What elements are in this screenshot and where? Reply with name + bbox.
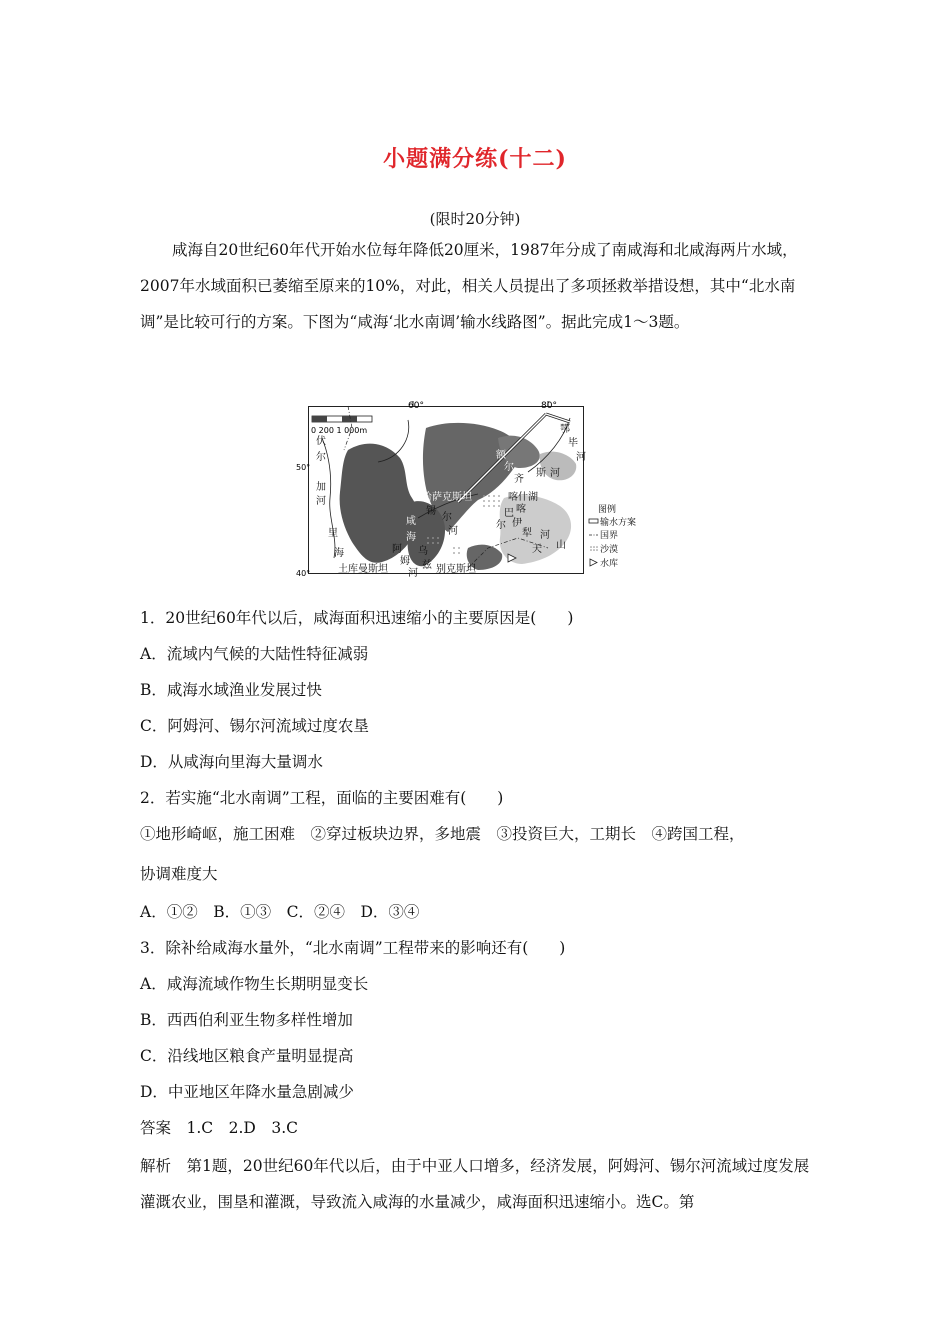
balkhash-3: 喀 [516,504,526,515]
volga-1: 伏 [316,436,326,447]
uzbek-2: 兹 [422,560,432,571]
q1-option-a: A．流域内气候的大陆性特征减弱 [140,645,369,663]
kazakhstan-label: 哈萨克斯坦 [422,492,472,503]
map-legend [589,503,636,569]
balkhash-2: 尔 [496,520,506,531]
q3-option-a: A．咸海流域作物生长期明显变长 [140,975,369,993]
irtysh-4: 斯 [536,468,546,479]
irtysh-2: 尔 [504,462,514,473]
lat-50: 50° [296,463,311,472]
syr-2: 尔 [442,512,452,523]
kashgar-label: 喀什湖 [508,492,538,503]
caspian-2: 海 [334,548,344,559]
legend-transfer: 输水方案 [600,518,637,528]
answer-key: 答案 1.C 2.D 3.C [140,1119,299,1137]
ob-3: 河 [576,452,586,463]
lon-60: 60° [408,401,424,411]
amu-3: 河 [408,568,418,579]
balkhash-1: 巴 [504,508,514,519]
q2-stem: 2．若实施“北水南调”工程，面临的主要困难有( ) [140,789,504,807]
analysis-text: 解析 第1题，20世纪60年代以后，由于中亚人口增多，经济发展，阿姆河、锡尔河流域过度发展灌溉农业，围垦和灌溉，导致流入咸海的水量减少，咸海面积迅速缩小。选C。第 [140,1157,810,1211]
lon-80: 80° [541,401,557,411]
q3-option-c: C．沿线地区粮食产量明显提高 [140,1047,354,1065]
caspian-1: 里 [328,528,338,539]
q1-stem: 1．20世纪60年代以后，咸海面积迅速缩小的主要原因是( ) [140,609,574,627]
amu-1: 阿 [392,544,402,555]
amu-2: 姆 [400,556,410,567]
tianshan-1: 天 [532,544,542,555]
scale-label: 0 200 1 000m [311,426,368,435]
q2-items: ①地形崎岖，施工困难 ②穿过板块边界，多地震 ③投资巨大，工期长 ④跨国工程， [140,825,745,843]
legend-reservoir: 水库 [600,559,619,569]
irtysh-1: 额 [496,450,506,461]
legend-title: 图例 [598,505,617,515]
uzbek-3: 别克斯坦 [436,564,476,575]
ob-1: 鄂 [560,424,570,435]
aral-sea-map [296,398,638,580]
aral-2: 海 [406,532,416,543]
irtysh-5: 河 [550,468,560,479]
q2-items-cont: 协调难度大 [140,865,218,883]
irtysh-3: 齐 [514,474,524,485]
q1-option-b: B．咸海水域渔业发展过快 [140,681,322,699]
legend-border: 国界 [600,531,619,541]
ob-2: 毕 [568,438,578,449]
q1-option-d: D．从咸海向里海大量调水 [140,753,323,771]
volga-3: 加 [316,482,326,493]
uzbek-1: 乌 [418,546,428,557]
page-title: 小题满分练(十二) [383,146,567,172]
legend-desert: 沙漠 [600,545,619,555]
volga-2: 尔 [316,452,326,463]
q2-answers: A．①② B．①③ C．②④ D．③④ [140,903,420,921]
lat-40: 40° [296,569,311,578]
q1-option-c: C．阿姆河、锡尔河流域过度农垦 [140,717,369,735]
syr-1: 锡 [426,506,436,517]
aral-1: 咸 [406,516,416,527]
ili-1: 伊 [512,518,522,529]
turkmen-label: 土库曼斯坦 [338,564,388,575]
ili-3: 河 [540,530,550,541]
time-limit: (限时20分钟) [429,210,521,228]
q3-option-b: B．西西伯利亚生物多样性增加 [140,1011,353,1029]
tianshan-2: 山 [556,540,566,551]
syr-3: 河 [448,526,458,537]
volga-4: 河 [316,496,326,507]
q3-stem: 3．除补给咸海水量外，“北水南调”工程带来的影响还有( ) [140,939,566,957]
intro-paragraph [140,232,812,340]
ili-2: 犁 [522,528,532,539]
intro-text: 咸海自20世纪60年代开始水位每年降低20厘米，1987年分成了南咸海和北咸海两片水域，2007年水域面积已萎缩至原来的10%，对此，相关人员提出了多项拯救举措设想，其中“北水南调”是比较可行的方案。下图为“咸海‘北水南调’输水线路图”。据此完成1～3题。 [140,241,798,331]
q3-option-d: D．中亚地区年降水量急剧减少 [140,1083,354,1101]
